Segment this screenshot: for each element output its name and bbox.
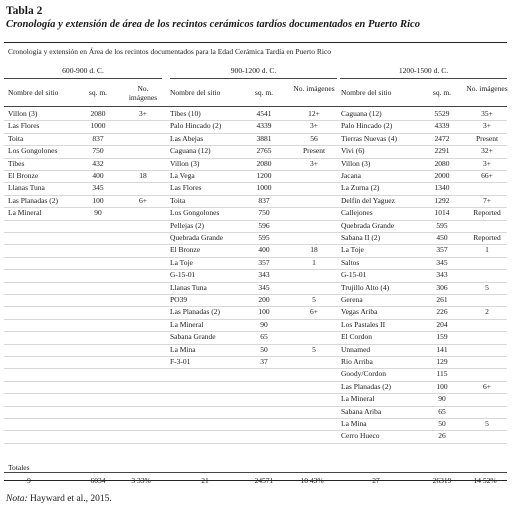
note-label: Nota: [6, 494, 28, 504]
site-name-cell: Vivi (6) [341, 146, 365, 156]
column-header-images: No. imágenes [293, 84, 335, 93]
totals-label: Totales [8, 463, 30, 472]
images-cell: Present [475, 133, 499, 143]
area-cell: 837 [258, 195, 270, 205]
note-text: Hayward et al., 2015. [30, 494, 112, 504]
bottom-rule [4, 480, 507, 481]
period-rule-2 [340, 78, 507, 79]
period-header-0: 600-900 d. C. [62, 66, 104, 75]
site-name-cell: Goody/Cordon [341, 369, 386, 379]
area-cell: 2080 [256, 158, 272, 168]
totals-count: 27 [372, 476, 380, 485]
site-name-cell: Llanas Tuna [170, 282, 207, 292]
site-name-cell: El Bronze [8, 171, 39, 180]
area-cell: 345 [258, 282, 270, 292]
area-cell: 261 [436, 295, 448, 304]
images-cell: 3+ [139, 109, 147, 118]
images-cell: 5 [312, 344, 316, 354]
column-header-sqm: sq. m. [254, 88, 274, 97]
site-name-cell: Vegas Ariba [341, 307, 378, 317]
site-name-cell: Sabana Ariba [341, 406, 382, 416]
area-cell: 343 [258, 270, 270, 280]
images-cell: 35+ [481, 109, 493, 118]
site-name-cell: La Toje [170, 257, 193, 267]
area-cell: 1292 [434, 195, 450, 205]
area-cell: 1000 [90, 121, 106, 131]
images-cell: 32+ [481, 146, 493, 156]
site-name-cell: La Mina [170, 344, 196, 354]
totals-area: 26319 [432, 476, 452, 485]
site-name-cell: G-15-01 [170, 270, 196, 280]
column-header-images: No. imágenes [466, 84, 508, 93]
column-header-sqm: sq. m. [88, 88, 108, 97]
totals-percent: 14 52% [473, 476, 497, 485]
images-cell: 5 [485, 282, 489, 292]
site-name-cell: Sabana Grande [170, 332, 216, 342]
site-name-cell: Palo Hincado (2) [170, 121, 222, 131]
area-cell: 2765 [256, 146, 272, 156]
area-cell: 65 [438, 406, 446, 416]
area-cell: 90 [260, 319, 268, 329]
area-cell: 65 [260, 332, 268, 342]
images-cell: 1 [312, 257, 316, 267]
images-cell: 3+ [310, 121, 318, 131]
images-cell: 18 [139, 171, 147, 180]
totals-count: 9 [27, 476, 31, 485]
area-cell: 2000 [434, 171, 450, 180]
area-cell: 750 [258, 208, 270, 218]
site-name-cell: Callejones [341, 208, 373, 218]
area-cell: 306 [436, 282, 448, 292]
site-name-cell: Trujillo Alto (4) [341, 282, 390, 292]
area-cell: 400 [92, 171, 104, 180]
site-name-cell: Las Planadas (2) [341, 381, 391, 391]
site-name-cell: Cerro Hueco [341, 431, 380, 441]
images-cell: Reported [473, 233, 501, 242]
area-cell: 432 [92, 158, 104, 168]
site-name-cell: El Bronze [170, 245, 201, 255]
area-cell: 400 [258, 245, 270, 255]
site-name-cell: La Zurna (2) [341, 183, 380, 193]
area-cell: 90 [438, 394, 446, 404]
site-name-cell: Caguana (12) [341, 109, 382, 118]
area-cell: 159 [436, 332, 448, 342]
site-name-cell: F-3-01 [170, 357, 191, 366]
area-cell: 100 [258, 307, 270, 317]
area-cell: 37 [260, 357, 268, 366]
area-cell: 595 [436, 220, 448, 230]
site-name-cell: Villon (3) [170, 158, 200, 168]
images-cell: Reported [473, 208, 501, 218]
period-header-1: 900-1200 d. C. [230, 66, 277, 75]
site-name-cell: La Mineral [8, 208, 42, 218]
area-cell: 2080 [434, 158, 450, 168]
area-cell: 2472 [434, 133, 450, 143]
site-name-cell: Tierras Nuevas (4) [341, 133, 397, 143]
site-name-cell: Tibes [8, 158, 25, 168]
site-name-cell: Caguana (12) [170, 146, 211, 156]
area-cell: 345 [436, 257, 448, 267]
area-cell: 204 [436, 319, 448, 329]
site-name-cell: Los Gongolones [170, 208, 220, 218]
totals-rule [4, 472, 507, 473]
site-name-cell: La Vega [170, 171, 195, 180]
area-cell: 200 [258, 295, 270, 304]
period-header-2: 1200-1500 d. C. [398, 66, 449, 75]
images-cell: 1 [485, 245, 489, 255]
site-name-cell: Las Planadas (2) [8, 195, 58, 205]
images-cell: 6+ [310, 307, 318, 317]
column-header-name: Nombre del sitio [8, 88, 59, 97]
site-name-cell: Sabana II (2) [341, 233, 381, 242]
images-cell: 18 [310, 245, 318, 255]
area-cell: 26 [438, 431, 446, 441]
area-cell: 343 [436, 270, 448, 280]
area-cell: 90 [94, 208, 102, 218]
site-name-cell: Tibes (10) [170, 109, 201, 118]
site-name-cell: G-15-01 [341, 270, 367, 280]
area-cell: 3881 [256, 133, 272, 143]
images-cell: 56 [310, 133, 318, 143]
site-name-cell: Gerena [341, 295, 363, 304]
site-name-cell: Llanas Tuna [8, 183, 45, 193]
images-cell: 5 [485, 419, 489, 428]
site-name-cell: Jacana [341, 171, 361, 180]
top-rule [4, 42, 507, 43]
column-header-name: Nombre del sitio [170, 88, 221, 97]
area-cell: 2291 [434, 146, 450, 156]
site-name-cell: Unnamed [341, 344, 371, 354]
site-name-cell: Las Abejas [170, 133, 204, 143]
area-cell: 357 [258, 257, 270, 267]
area-cell: 100 [92, 195, 104, 205]
site-name-cell: Delfin del Yaguez [341, 195, 395, 205]
site-name-cell: La Toje [341, 245, 364, 255]
area-cell: 1014 [434, 208, 450, 218]
site-name-cell: El Cordon [341, 332, 373, 342]
site-name-cell: Los Pastales II [341, 319, 386, 329]
area-cell: 2080 [90, 109, 106, 118]
area-cell: 100 [436, 381, 448, 391]
column-header-sqm: sq. m. [432, 88, 452, 97]
table-title: Cronología y extensión de área de los recintos cerámicos tardíos documentados en Puerto Rico [6, 19, 421, 30]
area-cell: 596 [258, 220, 270, 230]
area-cell: 4339 [434, 121, 450, 131]
images-cell: 3+ [483, 158, 491, 168]
header-rule [4, 106, 507, 107]
totals-area: 24571 [254, 476, 274, 485]
area-cell: 1000 [256, 183, 272, 193]
column-header-images: No. imágenes [128, 84, 158, 102]
table-label: Tabla 2 [6, 5, 43, 17]
site-name-cell: Las Planadas (2) [170, 307, 220, 317]
period-rule-1 [170, 78, 337, 79]
area-cell: 837 [92, 133, 104, 143]
site-name-cell: Villon (3) [8, 109, 38, 118]
site-name-cell: Villon (3) [341, 158, 371, 168]
images-cell: 3+ [310, 158, 318, 168]
site-name-cell: Los Gongolones [8, 146, 58, 156]
area-cell: 50 [260, 344, 268, 354]
site-name-cell: Toita [170, 195, 186, 205]
area-cell: 345 [92, 183, 104, 193]
site-name-cell: Rio Arriba [341, 357, 373, 366]
area-cell: 595 [258, 233, 270, 242]
images-cell: 5 [312, 295, 316, 304]
images-cell: 6+ [139, 195, 147, 205]
area-cell: 450 [436, 233, 448, 242]
area-cell: 115 [436, 369, 448, 379]
area-cell: 4541 [256, 109, 272, 118]
site-name-cell: Quebrada Grande [170, 233, 224, 242]
area-cell: 1340 [434, 183, 450, 193]
images-cell: 7+ [483, 195, 491, 205]
site-name-cell: PO39 [170, 295, 188, 304]
area-cell: 357 [436, 245, 448, 255]
area-cell: 129 [436, 357, 448, 366]
totals-area: 6034 [90, 476, 106, 485]
site-name-cell: La Mina [341, 419, 367, 428]
row-separator [4, 443, 507, 444]
site-name-cell: Las Flores [170, 183, 202, 193]
site-name-cell: Saltos [341, 257, 360, 267]
area-cell: 141 [436, 344, 448, 354]
images-cell: 12+ [308, 109, 320, 118]
column-header-name: Nombre del sitio [341, 88, 392, 97]
images-cell: 3+ [483, 121, 491, 131]
images-cell: 2 [485, 307, 489, 317]
area-cell: 226 [436, 307, 448, 317]
site-name-cell: Quebrada Grande [341, 220, 395, 230]
images-cell: Present [302, 146, 326, 156]
site-name-cell: La Mineral [341, 394, 375, 404]
site-name-cell: La Mineral [170, 319, 204, 329]
site-name-cell: Pellejas (2) [170, 220, 204, 230]
totals-percent: 3 33% [131, 476, 151, 485]
area-cell: 5529 [434, 109, 450, 118]
area-cell: 50 [438, 419, 446, 428]
site-name-cell: Toita [8, 133, 24, 143]
source-note [6, 494, 112, 504]
area-cell: 4339 [256, 121, 272, 131]
site-name-cell: Palo Hincado (2) [341, 121, 393, 131]
images-cell: 6+ [483, 381, 491, 391]
area-cell: 750 [92, 146, 104, 156]
images-cell: 66+ [481, 171, 493, 180]
totals-percent: 10 43% [300, 476, 324, 485]
period-rule-0 [4, 78, 162, 79]
table-caption: Cronología y extensión en Área de los recintos documentados para la Edad Cerámica Tardía en Puerto Rico [8, 47, 331, 56]
site-name-cell: Las Flores [8, 121, 40, 131]
totals-count: 21 [201, 476, 209, 485]
area-cell: 1200 [256, 171, 272, 180]
